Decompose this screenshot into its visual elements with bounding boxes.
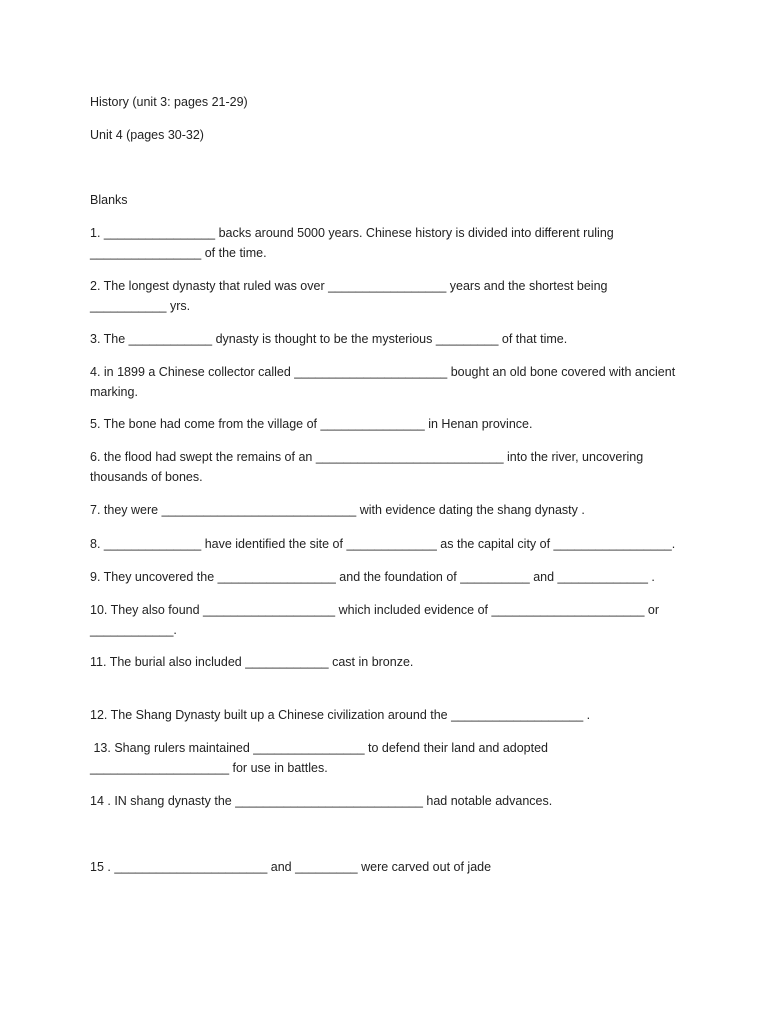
question-2-line-1: 2. The longest dynasty that ruled was over _________________ years and the shortest being: [90, 279, 608, 293]
question-8-line-1: 8. ______________ have identified the site of _____________ as the capital city of _________________.: [90, 537, 676, 551]
question-4-line-2: marking.: [90, 385, 138, 399]
header-history: History (unit 3: pages 21-29): [90, 95, 248, 109]
question-6-line-2: thousands of bones.: [90, 470, 203, 484]
question-13-line-2: ____________________ for use in battles.: [90, 761, 328, 775]
question-1-line-2: ________________ of the time.: [90, 246, 267, 260]
question-9-line-1: 9. They uncovered the _________________ and the foundation of __________ and _____________ .: [90, 570, 655, 584]
question-6-line-1: 6. the flood had swept the remains of an ___________________________ into the river, uncovering: [90, 450, 644, 464]
question-2-line-2: ___________ yrs.: [90, 299, 191, 313]
question-13-line-1: 13. Shang rulers maintained ________________ to defend their land and adopted: [90, 741, 549, 755]
header-unit: Unit 4 (pages 30-32): [90, 128, 204, 142]
question-3-line-1: 3. The ____________ dynasty is thought to be the mysterious _________ of that time.: [90, 332, 568, 346]
question-14-line-1: 14 . IN shang dynasty the ___________________________ had notable advances.: [90, 794, 553, 808]
document-page: [90, 0, 690, 1024]
question-4-line-1: 4. in 1899 a Chinese collector called ______________________ bought an old bone covered with ancient: [90, 365, 676, 379]
question-10-line-1: 10. They also found ___________________ which included evidence of ______________________ or: [90, 603, 660, 617]
question-15-line-1: 15 . ______________________ and _________ were carved out of jade: [90, 860, 492, 874]
section-title: Blanks: [90, 193, 128, 207]
question-10-line-2: ____________.: [90, 623, 177, 637]
question-7-line-1: 7. they were ____________________________ with evidence dating the shang dynasty .: [90, 503, 585, 517]
question-11-line-1: 11. The burial also included ____________ cast in bronze.: [90, 655, 414, 669]
question-12-line-1: 12. The Shang Dynasty built up a Chinese civilization around the ___________________ .: [90, 708, 591, 722]
question-5-line-1: 5. The bone had come from the village of _______________ in Henan province.: [90, 417, 533, 431]
question-1-line-1: 1. ________________ backs around 5000 years. Chinese history is divided into different ruling: [90, 226, 614, 240]
